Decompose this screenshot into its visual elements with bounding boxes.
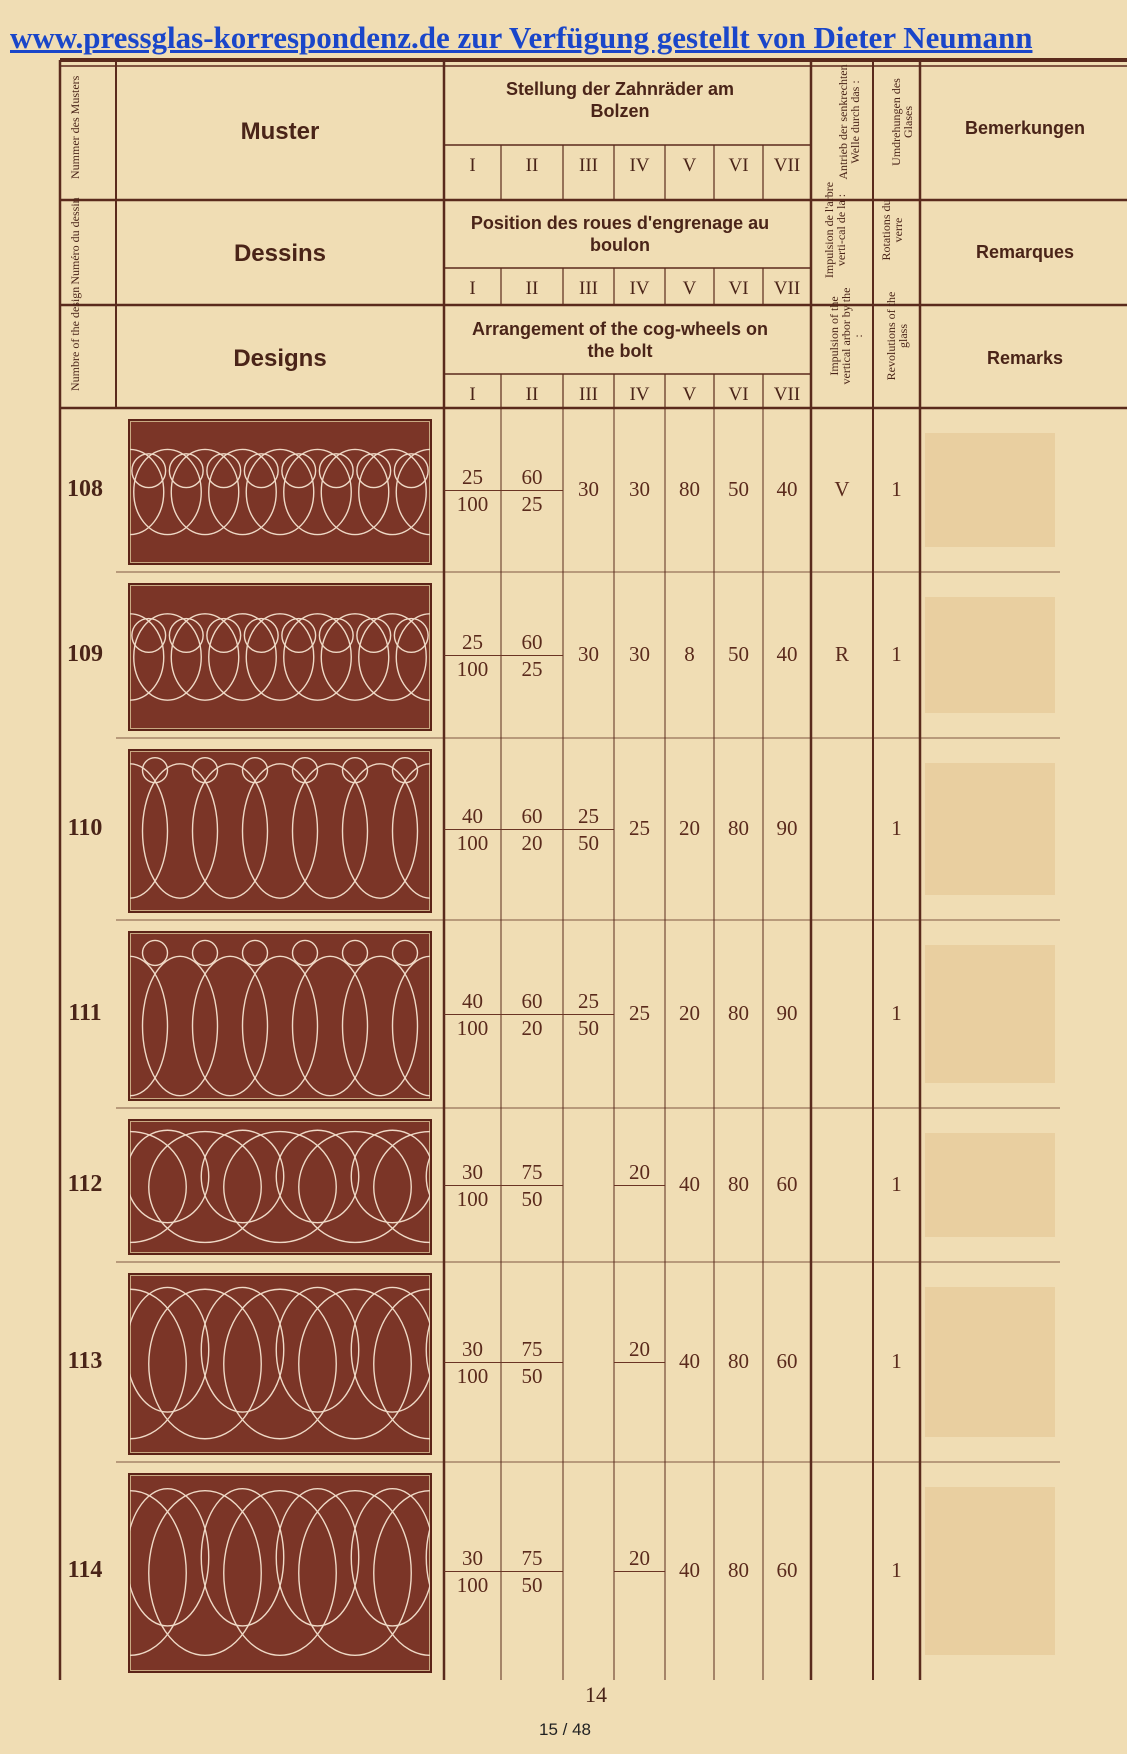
revolutions-value: 1: [891, 816, 902, 840]
revolutions-value: 1: [891, 1558, 902, 1582]
column-header-vi: VI: [728, 278, 749, 299]
gear-value: 40: [679, 1349, 700, 1373]
design-sample-110: [128, 749, 432, 913]
design-number: 109: [67, 641, 103, 667]
revolutions-value: 1: [891, 642, 902, 666]
guilloche-pattern: [130, 421, 430, 563]
fraction-denominator: 50: [578, 831, 599, 855]
remarks-label-en: Remarks: [986, 348, 1064, 368]
gear-value: 90: [776, 1001, 798, 1025]
gear-value: 30: [629, 477, 650, 501]
gear-value: 60: [776, 1172, 798, 1196]
design-number: 112: [67, 1171, 103, 1197]
fraction-numerator: 40: [444, 803, 501, 830]
gear-fraction: [501, 1336, 563, 1389]
revolutions-value: 1: [891, 477, 902, 501]
gear-value: 50: [728, 477, 749, 501]
design-sample-109: [128, 583, 432, 731]
column-header-i: I: [469, 278, 476, 299]
revolutions-label-fr: Rotations du verre: [879, 199, 905, 261]
revolutions-value: 1: [891, 1172, 902, 1196]
gear-value: 20: [679, 1001, 700, 1025]
gear-fraction: [563, 803, 614, 856]
column-header-i: I: [469, 155, 476, 176]
gear-fraction: [614, 1159, 665, 1186]
guilloche-pattern: [130, 1121, 430, 1253]
gear-value: 25: [629, 816, 650, 840]
column-header-iii: III: [579, 384, 598, 405]
fraction-denominator: 100: [456, 1364, 489, 1388]
fraction-denominator: 25: [521, 492, 543, 516]
remarks-cell: [925, 763, 1055, 895]
column-header-vi: VI: [728, 155, 749, 176]
design-sample-111: [128, 931, 432, 1101]
design-number: 108: [67, 476, 103, 502]
fraction-numerator: 30: [444, 1336, 501, 1363]
fraction-numerator: 30: [444, 1159, 501, 1186]
column-header-v: V: [682, 155, 697, 176]
design-label-fr: Dessins: [233, 240, 327, 267]
design-sample-113: [128, 1273, 432, 1455]
column-header-ii: II: [525, 278, 539, 299]
gear-value: 80: [728, 1349, 749, 1373]
design-sample-114: [128, 1473, 432, 1673]
guilloche-pattern: [130, 585, 430, 729]
gear-value: 80: [728, 1001, 749, 1025]
fraction-denominator: 50: [578, 1016, 599, 1040]
gear-fraction: [501, 464, 563, 517]
design-label-en: Designs: [233, 345, 327, 372]
fraction-numerator: 30: [444, 1545, 501, 1572]
revolutions-label-en: Revolutions of the glass: [884, 291, 910, 381]
gear-value: 30: [578, 477, 599, 501]
remarks-label-fr: Remarques: [975, 242, 1075, 262]
fraction-numerator: 25: [563, 803, 614, 830]
gear-value: 30: [629, 642, 650, 666]
fraction-denominator: 20: [521, 831, 543, 855]
column-header-vii: VII: [773, 278, 801, 299]
impulse-value: V: [834, 477, 850, 501]
fraction-denominator: 100: [456, 1016, 489, 1040]
gear-fraction: [501, 1159, 563, 1212]
position-label-fr: Position des roues d'engrenage au boulon: [470, 213, 770, 255]
impulse-label-fr: Impulsion de l'arbre verti-cal de la :: [822, 181, 848, 279]
fraction-numerator: 25: [563, 988, 614, 1015]
fraction-numerator: 40: [444, 988, 501, 1015]
revolutions-value: 1: [891, 1349, 902, 1373]
design-label-de: Muster: [240, 118, 320, 145]
fraction-denominator: 100: [456, 831, 489, 855]
fraction-denominator: 100: [456, 1187, 489, 1211]
source-banner-link[interactable]: www.pressglas-korrespondenz.de zur Verfügung gestellt von Dieter Neumann: [10, 20, 1033, 55]
impulse-label-de: Antrieb der senkrechten Welle durch das :: [836, 64, 862, 180]
design-sample-112: [128, 1119, 432, 1255]
gear-fraction: [444, 464, 501, 517]
design-number: 114: [67, 1557, 103, 1583]
guilloche-pattern: [130, 933, 430, 1099]
gear-fraction: [614, 1545, 665, 1572]
fraction-numerator: 75: [501, 1545, 563, 1572]
gear-value: 40: [776, 642, 798, 666]
design-number: 110: [67, 815, 103, 841]
fraction-numerator: 75: [501, 1159, 563, 1186]
gear-fraction: [614, 1336, 665, 1363]
gear-value: 90: [776, 816, 798, 840]
gear-fraction: [501, 803, 563, 856]
gear-fraction: [444, 1545, 501, 1598]
gear-fraction: [444, 1159, 501, 1212]
guilloche-pattern: [130, 1275, 430, 1453]
fraction-numerator: 60: [501, 464, 563, 491]
gear-value: 30: [578, 642, 599, 666]
gear-value: 60: [776, 1349, 798, 1373]
fraction-numerator: 60: [501, 988, 563, 1015]
fraction-denominator: 25: [521, 657, 543, 681]
gear-value: 25: [629, 1001, 650, 1025]
design-sample-108: [128, 419, 432, 565]
gear-fraction: [563, 988, 614, 1041]
fraction-denominator: 50: [521, 1364, 543, 1388]
column-header-iv: IV: [629, 278, 650, 299]
fraction-denominator: 100: [456, 657, 489, 681]
gear-value: 80: [679, 477, 700, 501]
revolutions-value: 1: [891, 1001, 902, 1025]
gear-value: 50: [728, 642, 749, 666]
fraction-numerator: 25: [444, 464, 501, 491]
revolutions-label-de: Umdrehungen des Glases: [889, 78, 915, 166]
number-label-de: Nummer des Musters: [68, 75, 82, 179]
remarks-cell: [925, 1287, 1055, 1437]
fraction-numerator: 20: [614, 1336, 665, 1363]
gear-fraction: [444, 629, 501, 682]
column-header-v: V: [682, 278, 697, 299]
gear-value: 40: [776, 477, 798, 501]
number-label-fr: Numéro du dessin: [68, 197, 82, 285]
gear-fraction: [444, 988, 501, 1041]
remarks-cell: [925, 597, 1055, 713]
column-header-iv: IV: [629, 155, 650, 176]
gear-fraction: [501, 988, 563, 1041]
fraction-numerator: 75: [501, 1336, 563, 1363]
remarks-cell: [925, 433, 1055, 547]
remarks-cell: [925, 945, 1055, 1083]
printed-page-number: 14: [585, 1682, 607, 1707]
gear-value: 80: [728, 1558, 749, 1582]
number-label-en: Numbre of the design: [68, 286, 82, 391]
gear-fraction: [444, 1336, 501, 1389]
column-header-iii: III: [579, 278, 598, 299]
column-header-vii: VII: [773, 384, 801, 405]
impulse-label-en: Impulsion of the vertical arbor by the :: [827, 287, 865, 385]
guilloche-pattern: [130, 1475, 430, 1671]
pdf-page-counter: 15 / 48: [539, 1720, 591, 1739]
gear-value: 8: [684, 642, 695, 666]
column-header-i: I: [469, 384, 476, 405]
design-number: 113: [67, 1348, 103, 1374]
position-label-de: Stellung der Zahnräder am Bolzen: [505, 79, 735, 121]
gear-value: 80: [728, 1172, 749, 1196]
fraction-numerator: 20: [614, 1545, 665, 1572]
remarks-cell: [925, 1133, 1055, 1237]
guilloche-pattern: [130, 751, 430, 911]
gear-value: 20: [679, 816, 700, 840]
gear-fraction: [444, 803, 501, 856]
fraction-denominator: 50: [521, 1187, 543, 1211]
fraction-denominator: 20: [521, 1016, 543, 1040]
fraction-numerator: 60: [501, 803, 563, 830]
fraction-denominator: 100: [456, 492, 489, 516]
gear-value: 60: [776, 1558, 798, 1582]
fraction-denominator: 50: [521, 1573, 543, 1597]
fraction-denominator: 100: [456, 1573, 489, 1597]
remarks-label-de: Bemerkungen: [964, 118, 1086, 138]
column-header-iii: III: [579, 155, 598, 176]
gear-fraction: [501, 629, 563, 682]
column-header-vi: VI: [728, 384, 749, 405]
gear-fraction: [501, 1545, 563, 1598]
gear-value: 40: [679, 1172, 700, 1196]
column-header-ii: II: [525, 155, 539, 176]
fraction-numerator: 60: [501, 629, 563, 656]
position-label-en: Arrangement of the cog-wheels on the bolt: [471, 319, 769, 361]
gear-value: 40: [679, 1558, 700, 1582]
column-header-iv: IV: [629, 384, 650, 405]
column-header-ii: II: [525, 384, 539, 405]
gear-value: 80: [728, 816, 749, 840]
fraction-numerator: 25: [444, 629, 501, 656]
column-header-vii: VII: [773, 155, 801, 176]
remarks-cell: [925, 1487, 1055, 1655]
fraction-numerator: 20: [614, 1159, 665, 1186]
column-header-v: V: [682, 384, 697, 405]
design-number: 111: [68, 1000, 102, 1026]
impulse-value: R: [834, 642, 849, 666]
